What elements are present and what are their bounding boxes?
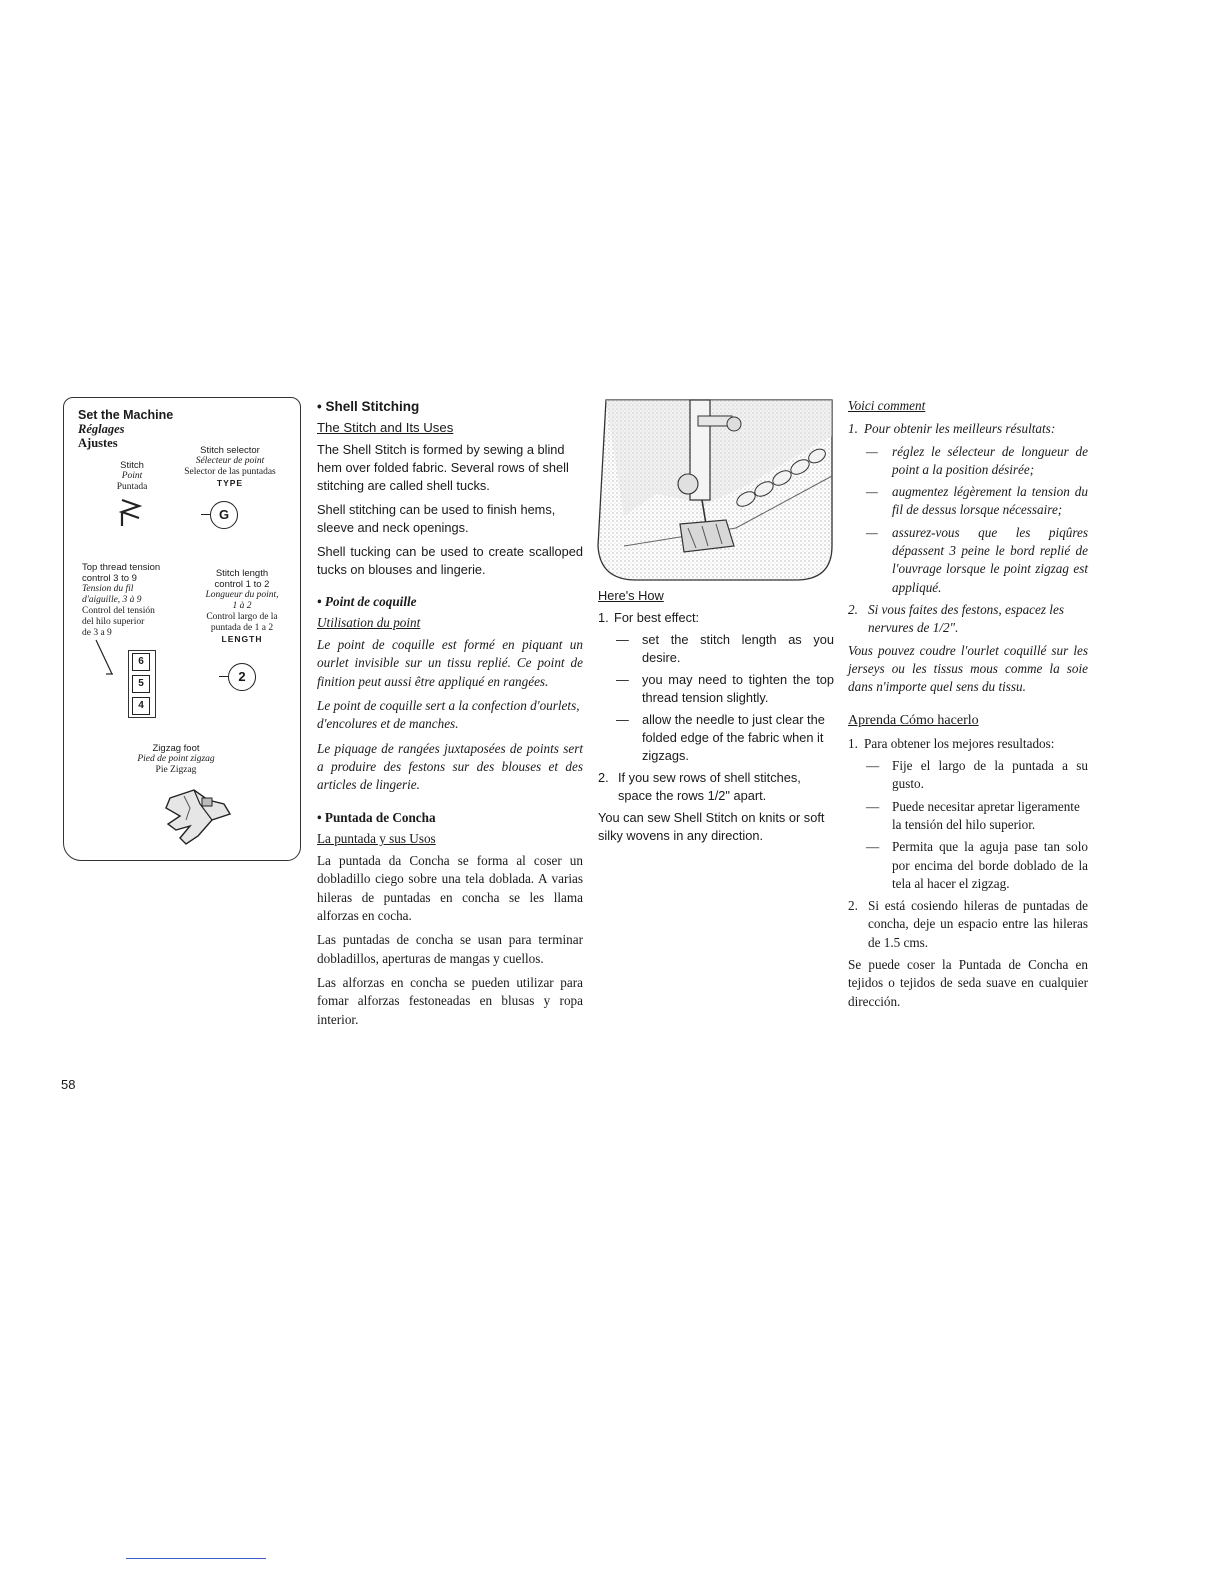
heres-how-column bbox=[598, 587, 834, 851]
es-step-1: 1. Para obtener los mejores resultados: bbox=[848, 735, 1055, 751]
es-paragraph-3: Las alforzas en concha se pueden utilizar para fomar alforzas festoneadas en blusas y ropa interior. bbox=[317, 974, 583, 1027]
shell-stitching-column bbox=[317, 398, 583, 1035]
length-fr-2: 1 à 2 bbox=[232, 601, 252, 611]
settings-title-fr: Réglages bbox=[78, 422, 125, 436]
stitch-selector-fr: Sélecteur de point bbox=[195, 456, 265, 466]
knits-note: You can sew Shell Stitch on knits or soft silky wovens in any direction. bbox=[598, 810, 825, 843]
foot-label-fr: Pied de point zigzag bbox=[137, 754, 215, 764]
es-dash-1-text: Fije el largo de la puntada a su gusto. bbox=[892, 758, 1088, 792]
length-fr-1: Longueur du point, bbox=[205, 590, 279, 600]
settings-title-es: Ajustes bbox=[78, 436, 118, 450]
es-dash-3: — Permita que la aguja pase tan solo por encima del borde doblado de la tela al hacer el zigzag. bbox=[866, 839, 1088, 891]
length-en-1: Stitch length bbox=[215, 568, 269, 579]
zigzag-foot-icon bbox=[150, 786, 236, 848]
step-1: 1. For best effect: bbox=[598, 610, 700, 625]
foot-label-es: Pie Zigzag bbox=[155, 765, 197, 775]
dash-item-3: — allow the needle to just clear the folded edge of the fabric when it zigzags. bbox=[616, 712, 825, 763]
length-label bbox=[186, 568, 298, 645]
length-dial-value: 2 bbox=[228, 663, 256, 691]
instructions-fr-es-column bbox=[848, 397, 1088, 1017]
step-2-text: If you sew rows of shell stitches, space the rows 1/2" apart. bbox=[618, 770, 801, 803]
es-note: Se puede coser la Puntada de Concha en tejidos o tejidos de seda suave en cualquier dirección. bbox=[848, 957, 1088, 1009]
tension-label bbox=[82, 562, 182, 639]
tension-es-3: de 3 a 9 bbox=[82, 628, 112, 638]
usos-subheading: La puntada y sus Usos bbox=[317, 830, 436, 846]
tension-es-2: del hilo superior bbox=[82, 617, 145, 627]
voici-comment-subheading: Voici comment bbox=[848, 398, 926, 413]
stitch-uses-subheading: The Stitch and Its Uses bbox=[317, 420, 454, 436]
tension-fr-1: Tension du fil bbox=[82, 584, 134, 594]
puntada-de-concha-heading: • Puntada de Concha bbox=[317, 809, 436, 825]
tension-mark-6: 6 bbox=[132, 653, 150, 671]
tension-en-1: Top thread tension bbox=[82, 562, 161, 573]
es-paragraph-2: Las puntadas de concha se usan para terminar dobladillos, aperturas de mangas y cuellos. bbox=[317, 932, 583, 966]
es-dash-2: — Puede necesitar apretar ligeramente la tensión del hilo superior. bbox=[866, 798, 1080, 832]
page-number: 58 bbox=[61, 1077, 76, 1092]
length-caption: LENGTH bbox=[221, 634, 263, 644]
dash-item-1-text: set the stitch length as you desire. bbox=[642, 632, 834, 665]
aprenda-subheading: Aprenda Cómo hacerlo bbox=[848, 713, 979, 729]
dash-item-1: — set the stitch length as you desire. bbox=[616, 632, 834, 665]
tension-dial-icon bbox=[128, 650, 156, 718]
tension-es-1: Control del tensión bbox=[82, 606, 155, 616]
step-1-text: For best effect: bbox=[614, 610, 700, 625]
fr-paragraph-1: Le point de coquille est formé en piquant un ourlet invisible sur un tissu replié. Ce point de finition peut aussi être appliqué en rangées. bbox=[317, 637, 583, 689]
footer-rule bbox=[126, 1558, 266, 1559]
stitch-selector-en: Stitch selector bbox=[200, 445, 260, 456]
es-dash-2-text: Puede necesitar apretar ligeramente la tensión del hilo superior. bbox=[892, 798, 1080, 832]
fr-step-1-text: Pour obtenir les meilleurs résultats: bbox=[864, 421, 1056, 437]
blind-stitch-icon bbox=[119, 497, 143, 527]
en-paragraph-3: Shell tucking can be used to create scalloped tucks on blouses and lingerie. bbox=[317, 543, 583, 577]
dash-item-3-text: allow the needle to just clear the folded edge of the fabric when it zigzags. bbox=[642, 712, 825, 763]
type-dial-icon bbox=[210, 501, 238, 529]
es-dash-1: — Fije el largo de la puntada a su gusto. bbox=[866, 758, 1088, 792]
dash-item-2-text: you may need to tighten the top thread tension slightly. bbox=[642, 672, 834, 705]
settings-title-en: Set the Machine bbox=[78, 408, 174, 422]
fr-dash-1-text: réglez le sélecteur de longueur de point a la position désirée; bbox=[892, 443, 1088, 477]
machine-settings-panel bbox=[63, 397, 301, 861]
foot-label-en: Zigzag foot bbox=[152, 743, 200, 754]
tension-mark-5: 5 bbox=[132, 675, 150, 693]
es-paragraph-1: La puntada da Concha se forma al coser un dobladillo ciego sobre una tela doblada. A varias hileras de puntadas en concha se les llama alforzas en cocha. bbox=[317, 853, 583, 924]
fr-dash-3: — assurez-vous que les piqûres dépassent 3 peine le bord replié de l'ouvrage lorsque le point zigzag est appliqué. bbox=[866, 524, 1088, 595]
stitch-selector-label bbox=[168, 445, 292, 489]
tension-pointer-icon bbox=[94, 638, 114, 688]
length-en-2: control 1 to 2 bbox=[214, 579, 270, 590]
heading-fr-text: Point de coquille bbox=[324, 593, 417, 609]
fr-dash-2-text: augmentez légèrement la tension du fil de dessus lorsque nécessaire; bbox=[892, 484, 1088, 518]
heres-how-subheading: Here's How bbox=[598, 588, 664, 603]
foot-label bbox=[116, 743, 236, 776]
tension-fr-2: d'aiguille, 3 à 9 bbox=[82, 595, 142, 605]
point-de-coquille-heading: • Point de coquille bbox=[317, 593, 417, 609]
es-step-1-text: Para obtener los mejores resultados: bbox=[864, 735, 1055, 751]
stitch-selector-es: Selector de las puntadas bbox=[184, 467, 276, 477]
shell-stitch-illustration bbox=[596, 396, 836, 582]
length-es-2: puntada de 1 a 2 bbox=[210, 623, 274, 633]
fr-dash-3-text: assurez-vous que les piqûres dépassent 3 peine le bord replié de l'ouvrage lorsque le point zigzag est appliqué. bbox=[892, 524, 1088, 595]
stitch-label-fr: Point bbox=[121, 471, 143, 481]
fr-dash-1: — réglez le sélecteur de longueur de point a la position désirée; bbox=[866, 443, 1088, 477]
en-paragraph-2: Shell stitching can be used to finish hems, sleeve and neck openings. bbox=[317, 501, 556, 535]
heading-en-text: Shell Stitching bbox=[325, 399, 420, 414]
es-step-2: 2. Si está cosiendo hileras de puntadas de concha, deje un espacio entre las hileras de 1.5 cms. bbox=[848, 898, 1088, 950]
stitch-label-es: Puntada bbox=[116, 482, 148, 492]
fr-step-2-text: Si vous faites des festons, espacez les nervures de 1/2". bbox=[868, 601, 1064, 636]
fr-paragraph-2: Le point de coquille sert a la confection d'ourlets, d'encolures et de manches. bbox=[317, 698, 580, 732]
fr-step-1: 1. Pour obtenir les meilleurs résultats: bbox=[848, 421, 1056, 437]
utilisation-subheading: Utilisation du point bbox=[317, 614, 421, 630]
tension-en-2: control 3 to 9 bbox=[82, 573, 137, 584]
fr-step-2: 2. Si vous faites des festons, espacez les nervures de 1/2". bbox=[848, 601, 1064, 636]
fr-paragraph-3: Le piquage de rangées juxtaposées de points sert a produire des festons sur des blouses et des articles de lingerie. bbox=[317, 740, 583, 793]
type-dial-value: G bbox=[210, 501, 238, 529]
es-step-2-text: Si está cosiendo hileras de puntadas de concha, deje un espacio entre las hileras de 1.5 cms. bbox=[868, 898, 1088, 950]
length-dial-icon bbox=[228, 663, 256, 691]
en-paragraph-1: The Shell Stitch is formed by sewing a blind hem over folded fabric. Several rows of shell stitching are called shell tucks. bbox=[317, 441, 569, 493]
settings-title bbox=[78, 408, 173, 450]
heading-es-text: Puntada de Concha bbox=[324, 809, 436, 825]
type-caption: TYPE bbox=[216, 478, 244, 488]
length-es-1: Control largo de la bbox=[206, 612, 278, 622]
es-dash-3-text: Permita que la aguja pase tan solo por encima del borde doblado de la tela al hacer el zigzag. bbox=[892, 839, 1088, 891]
step-2: 2. If you sew rows of shell stitches, space the rows 1/2" apart. bbox=[598, 770, 801, 803]
stitch-label bbox=[100, 460, 164, 493]
fr-note: Vous pouvez coudre l'ourlet coquillé sur les jerseys ou les tissus mous comme la soie dans n'importe quel sens du tissu. bbox=[848, 642, 1088, 695]
shell-stitching-heading: • Shell Stitching bbox=[317, 399, 420, 414]
dash-item-2: — you may need to tighten the top thread tension slightly. bbox=[616, 672, 834, 705]
stitch-label-en: Stitch bbox=[120, 460, 144, 471]
tension-mark-4: 4 bbox=[132, 697, 150, 715]
fr-dash-2: — augmentez légèrement la tension du fil de dessus lorsque nécessaire; bbox=[866, 484, 1088, 518]
